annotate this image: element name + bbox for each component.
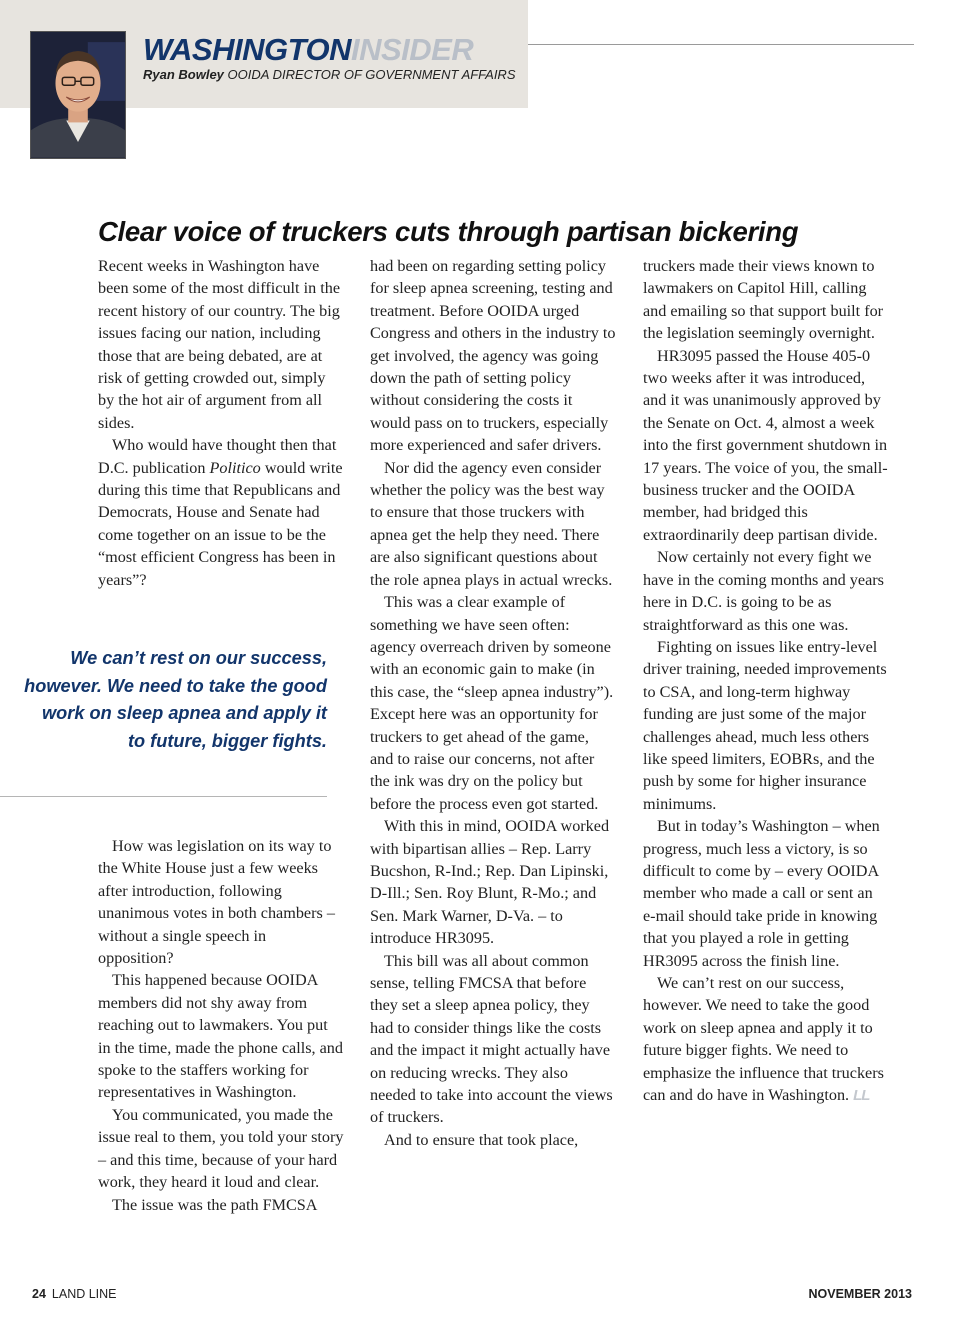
publication-name: Politico [209,458,261,477]
publication-title: LAND LINE [51,1287,117,1301]
column-masthead [143,33,473,67]
article-paragraph: Nor did the agency even consider whether the policy was the best way to ensure that those truckers with apnea get the help they need. There are also significant questions about the role apnea plays in actual wrecks. [370,458,613,589]
author-title: OOIDA DIRECTOR OF GOVERNMENT AFFAIRS [227,67,516,82]
article-paragraph: This bill was all about common sense, telling FMCSA that before they set a sleep apnea policy, they had to consider things like the costs and the impact it might actually have on reducing wrecks. They also needed to take into account the views of truckers. [370,951,613,1127]
article-paragraph: But in today’s Washington – when progress, much less a victory, is so difficult to come by – every OOIDA member who made a call or sent an e-mail should take pride in knowing that you played a role in getting HR3095 across the finish line. [643,817,880,970]
author-photo [30,31,126,159]
article-column-3 [643,255,889,1107]
article-paragraph: Now certainly not every fight we have in the coming months and years here in D.C. is going to be as straightforward as this one was. [643,548,884,634]
article-paragraph: HR3095 passed the House 405-0 two weeks after it was introduced, and it was unanimously approved by the Senate on Oct. 4, almost a week into the first government shutdown in 17 years. The voice of you, the small-business trucker and the OOIDA member, had bridged this extraordinarily deep partisan divide. [643,346,888,544]
author-name: Ryan Bowley [143,67,224,82]
header-rule [528,44,914,45]
footer-left [32,1287,117,1301]
masthead-washington: WASHINGTON [143,32,351,67]
article-column-2 [370,255,616,1151]
article-paragraph: And to ensure that took place, [384,1130,579,1149]
end-mark-icon: LL [853,1087,870,1105]
article-paragraph: You communicated, you made the issue real to them, you told your story – and this time, because of your hard work, they heard it loud and clear. [98,1105,344,1192]
article-column-1-top [98,255,344,591]
article-paragraph-continued: had been on regarding setting policy for sleep apnea screening, testing and treatment. Before OOIDA urged Congress and others in the industry to get involved, the agency was going down the path of setting policy without considering the costs it would pass on to truckers, especially more experienced and safer drivers. [370,257,616,455]
pull-quote: We can’t rest on our success, however. We need to take the good work on sleep apnea and apply it to future, bigger fights. [24,648,327,751]
page-number: 24 [32,1287,46,1301]
article-paragraph: The issue was the path FMCSA [112,1195,318,1214]
article-paragraph: How was legislation on its way to the White House just a few weeks after introduction, following unanimous votes in both chambers – without a single speech in opposition? [98,837,335,968]
article-headline: Clear voice of truckers cuts through partisan bickering [98,216,799,247]
article-paragraph: Who would have thought then that D.C. publication Politico would write during this time that Republicans and Democrats, House and Senate had come together on an issue to be the “most efficient Congress has been in years”? [98,436,343,589]
article-paragraph: We can’t rest on our success, however. We need to take the good work on sleep apnea and apply it to future bigger fights. We need to emphasize the influence that truckers can and do have in Washington. LL [643,974,884,1105]
article-paragraph: With this in mind, OOIDA worked with bipartisan allies – Rep. Larry Bucshon, R-Ind.; Rep. Dan Lipinski, D-Ill.; Sen. Roy Blunt, R-Mo.; and Sen. Mark Warner, D-Va. – to introduce HR3095. [370,817,610,948]
article-paragraph: This was a clear example of something we have seen often: agency overreach driven by someone with an economic gain to make (in this case, the “sleep apnea industry”). Except here was an opportunity for truckers to get ahead of the game, and to raise our concerns, not after the ink was dry on the policy but before the process even got started. [370,593,614,813]
masthead-insider: INSIDER [351,32,474,67]
article-paragraph: This happened because OOIDA members did not shy away from reaching out to lawmakers. You put in the time, made the phone calls, and spoke to the staffers working for representatives in Washington. [98,971,343,1102]
issue-date: NOVEMBER 2013 [808,1287,912,1301]
article-column-1-bottom [98,835,344,1216]
pull-quote-rule [0,796,327,797]
article-paragraph: Recent weeks in Washington have been some of the most difficult in the recent history of our country. The big issues facing our nation, including those that are being debated, are at risk of getting crowded out, simply by the hot air of argument from all sides. [98,257,341,432]
article-paragraph-continued: truckers made their views known to lawmakers on Capitol Hill, calling and emailing so that support built for the legislation seemingly overnight. [643,257,884,343]
article-paragraph: Fighting on issues like entry-level driver training, needed improvements to CSA, and long-term highway funding are just some of the major challenges ahead, much less others like speed limiters, EOBRs, and the push by some for higher insurance minimums. [643,637,887,813]
byline [143,67,516,82]
